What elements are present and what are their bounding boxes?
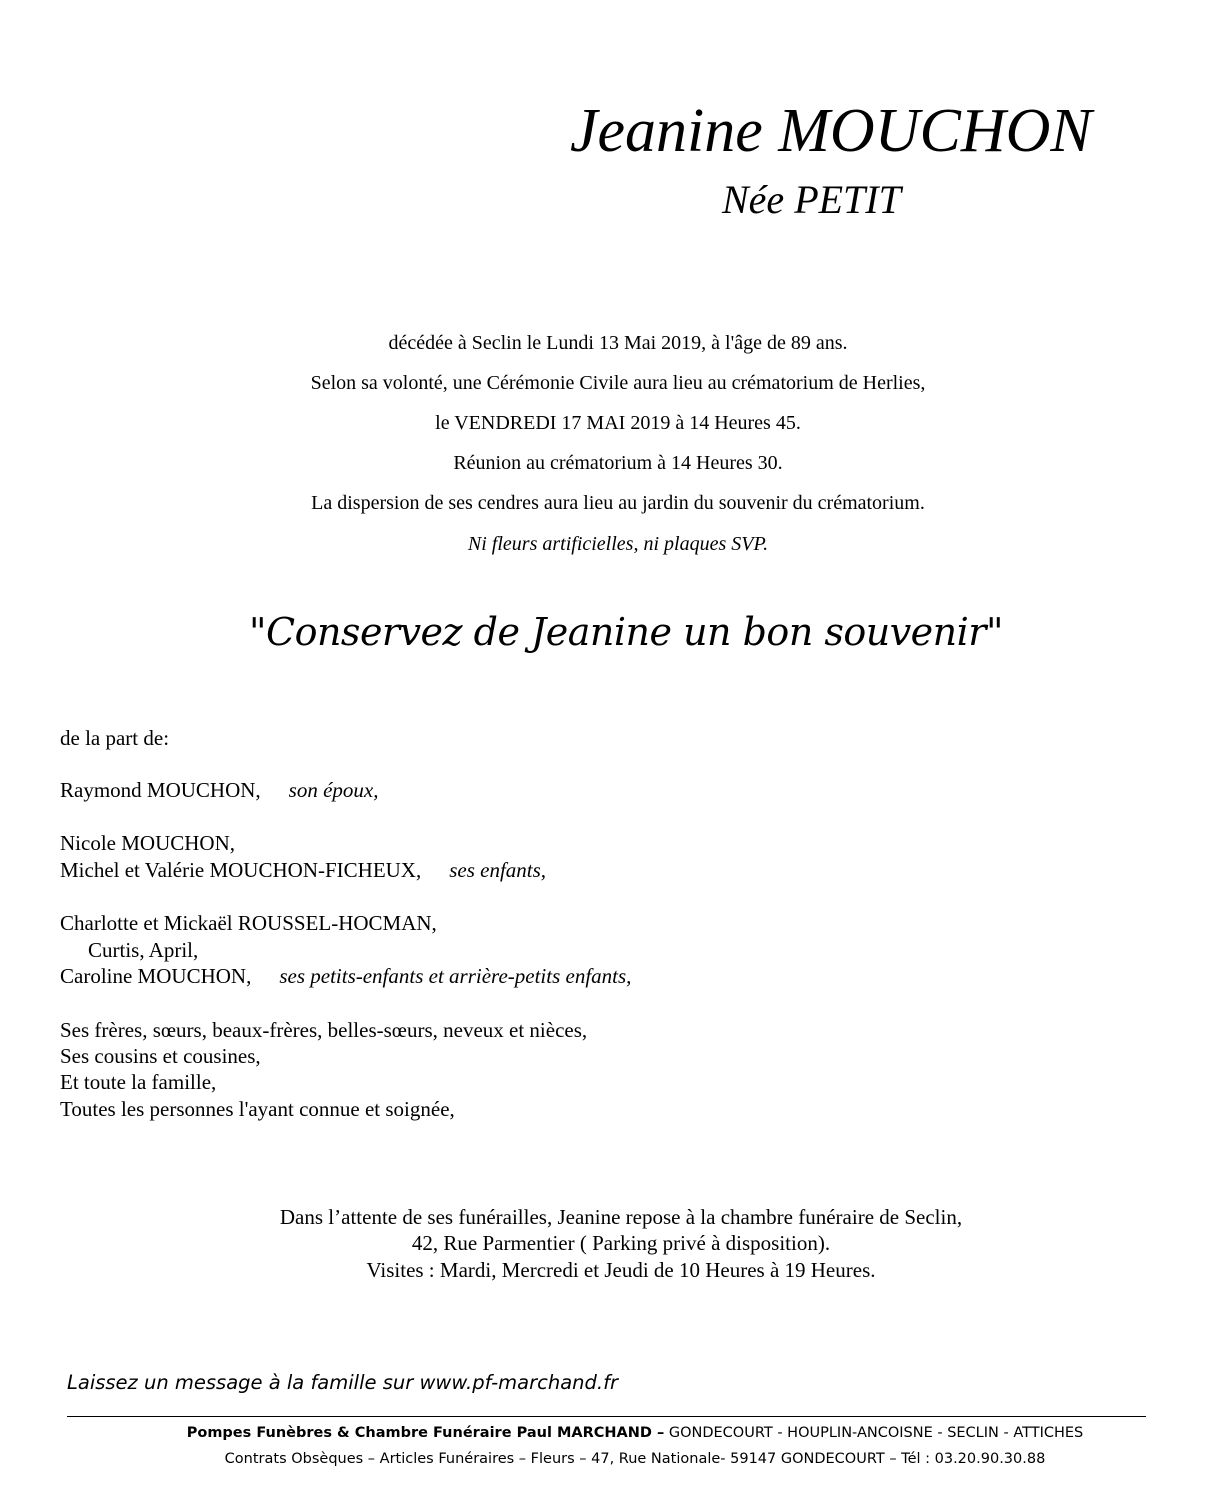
meeting-line: Réunion au crématorium à 14 Heures 30. [453,452,783,474]
company-locations: GONDECOURT - HOUPLIN-ANCOISNE - SECLIN - ATTICHES [664,1425,1084,1441]
message-link-text: Laissez un message à la famille sur www.pf-marchand.fr [67,1371,618,1394]
children-role: ses enfants, [449,858,547,882]
relatives-line: Ses cousins et cousines, [60,1044,261,1068]
visitation-line: Dans l’attente de ses funérailles, Jeanine repose à la chambre funéraire de Seclin, [279,1205,963,1229]
birth-name: Née PETIT [722,177,901,222]
grandchild-line [60,964,631,989]
grandchild-line: Curtis, April, [88,938,199,962]
child-line: Nicole MOUCHON, [60,831,235,855]
child-names: Michel et Valérie MOUCHON-FICHEUX, [60,858,422,882]
relatives-line: Ses frères, sœurs, beaux-frères, belles-sœurs, neveux et nièces, [60,1018,588,1042]
spouse-line [60,778,379,803]
grandchild-name: Caroline MOUCHON, [60,964,252,988]
relatives-line: Et toute la famille, [60,1070,217,1094]
death-notice-line: décédée à Seclin le Lundi 13 Mai 2019, à l'âge de 89 ans. [388,332,848,354]
visiting-hours-line: Visites : Mardi, Mercredi et Jeudi de 10 Heures à 19 Heures. [366,1258,876,1282]
dispersion-line: La dispersion de ses cendres aura lieu au jardin du souvenir du crématorium. [311,492,925,514]
grandchild-line: Charlotte et Mickaël ROUSSEL-HOCMAN, [60,911,437,935]
child-line [60,858,546,883]
spouse-role: son époux, [288,778,379,802]
flowers-note: Ni fleurs artificielles, ni plaques SVP. [467,533,769,555]
family-intro: de la part de: [60,726,170,750]
remembrance-quote: "Conservez de Jeanine un bon souvenir" [249,610,1003,654]
address-line: 42, Rue Parmentier ( Parking privé à disposition). [411,1231,831,1255]
ceremony-date-line: le VENDREDI 17 MAI 2019 à 14 Heures 45. [435,412,801,434]
footer-company-line [0,1425,1214,1441]
grandchildren-role: ses petits-enfants et arrière-petits enfants, [279,964,632,988]
footer-divider [67,1416,1146,1417]
footer-services-line: Contrats Obsèques – Articles Funéraires – Fleurs – 47, Rue Nationale- 59147 GONDECOURT – Tél : 03.20.90.30.88 [224,1451,1046,1467]
relatives-line: Toutes les personnes l'ayant connue et soignée, [60,1097,455,1121]
ceremony-line: Selon sa volonté, une Cérémonie Civile aura lieu au crématorium de Herlies, [310,372,926,394]
company-name: Pompes Funèbres & Chambre Funéraire Paul MARCHAND – [186,1425,665,1441]
spouse-name: Raymond MOUCHON, [60,778,261,802]
